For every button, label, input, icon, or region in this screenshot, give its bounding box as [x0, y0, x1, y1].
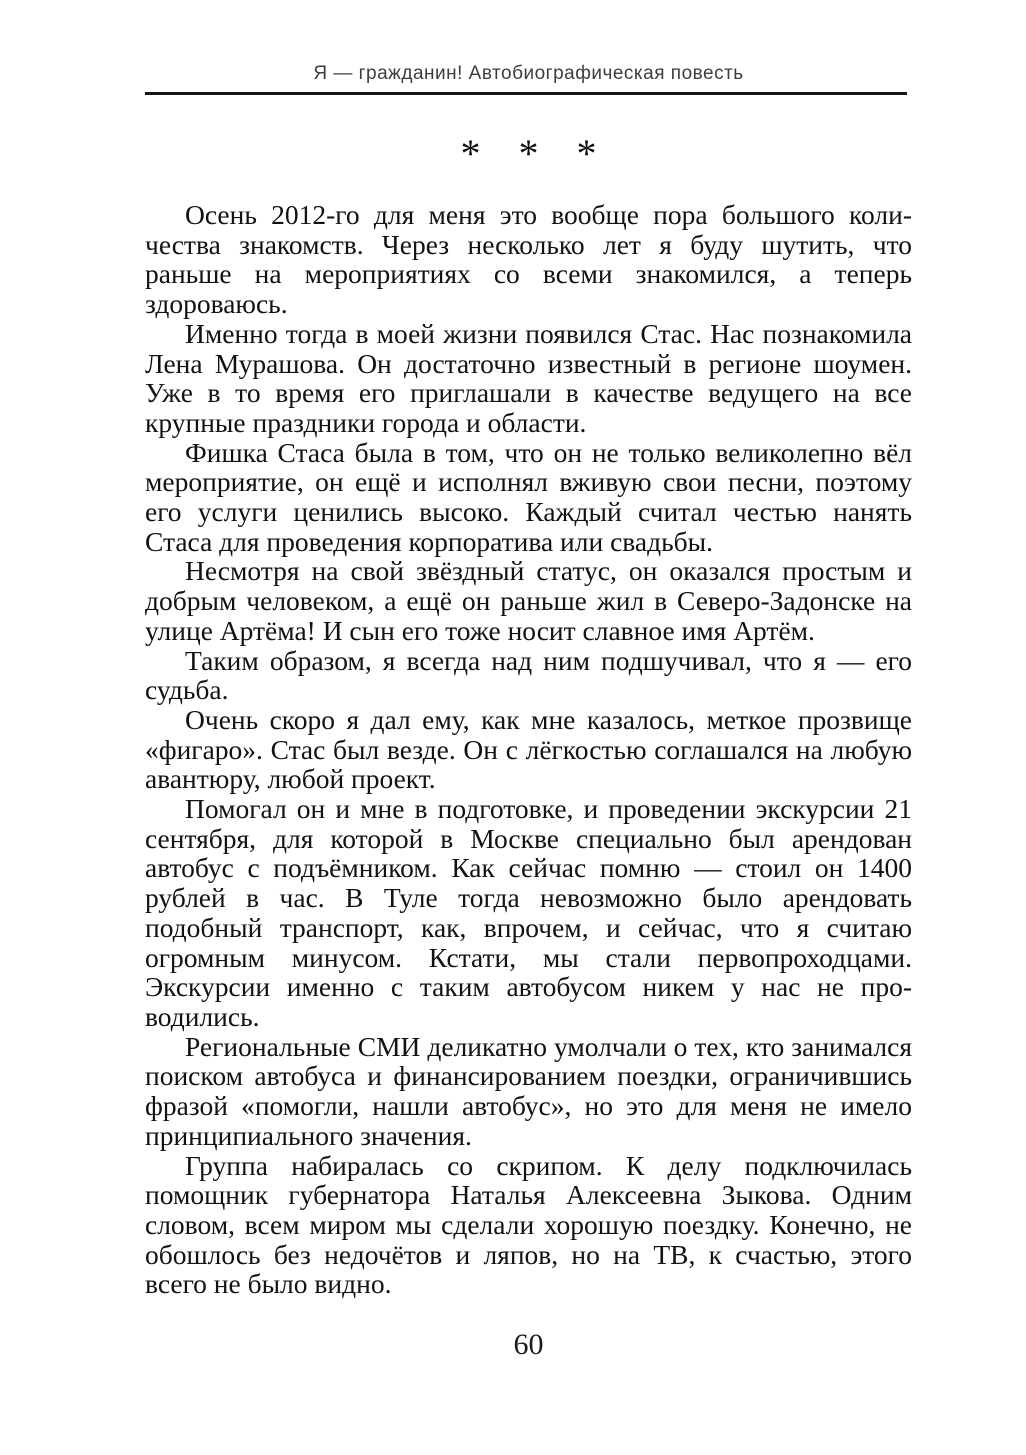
paragraph: Региональные СМИ деликатно умолчали о тех, кто занимался поиском автобуса и финансированием поездки, ограничившись фразой «помогли, нашли автобус», но это для меня не имело принципиального значения.	[145, 1030, 912, 1151]
paragraph: Группа набиралась со скрипом. К делу подключилась помощник губернатора Наталья Алексеевна Зыкова. Одним словом, всем миром мы сделали хорошую поездку. Конечно, не обошлось без недочётов и ляпов, но на ТВ, к счастью, этого всего не было видно.	[145, 1149, 912, 1300]
asterisk-icon: *	[518, 131, 539, 176]
paragraph: Помогал он и мне в подготовке, и проведении экскурсии 21 сентября, для которой в Москве специально был арендован автобус с подъёмником. Как сейчас помню — стоил он 1400 рублей в час. В Туле тогда невозможно было арендовать подобный транспорт, как, впрочем, и сейчас, что я считаю огромным минусом. Кстати, мы стали первопроходцами. Экскурсии именно с таким автобусом никем у нас не проводились.	[145, 793, 912, 1032]
paragraph: Очень скоро я дал ему, как мне казалось, меткое прозвище «фигаро». Стас был везде. Он с лёгкостью соглашался на любую авантюру, любой проект.	[145, 703, 912, 795]
header-rule	[145, 92, 907, 95]
paragraph: Осень 2012-го для меня это вообще пора большого количества знакомств. Через несколько лет я буду шутить, что раньше на мероприятиях со всеми знакомился, а теперь здороваюсь.	[145, 199, 912, 320]
paragraph: Несмотря на свой звёздный статус, он оказался простым и добрым человеком, а ещё он раньше жил в Северо-Задонске на улице Артёма! И сын его тоже носит славное имя Артём.	[145, 555, 912, 646]
asterisk-icon: *	[576, 131, 597, 176]
paragraph: Именно тогда в моей жизни появился Стас. Нас познакомила Лена Мурашова. Он достаточно известный в регионе шоумен. Уже в то время его приглашали в качестве ведущего на все крупные праздники города и области.	[145, 317, 912, 438]
paragraph: Фишка Стаса была в том, что он не только великолепно вёл мероприятие, он ещё и исполнял вживую свои песни, поэтому его услуги ценились высоко. Каждый считал честью нанять Стаса для проведения корпоратива или свадьбы.	[145, 436, 912, 557]
running-header: Я — гражданин! Автобиографическая повесть	[313, 63, 744, 84]
body-text	[145, 200, 912, 1299]
asterisk-icon: *	[460, 131, 481, 176]
paragraph: Таким образом, я всегда над ним подшучивал, что я — его судьба.	[145, 644, 912, 706]
section-divider	[145, 131, 912, 176]
page-number: 60	[513, 1328, 544, 1361]
